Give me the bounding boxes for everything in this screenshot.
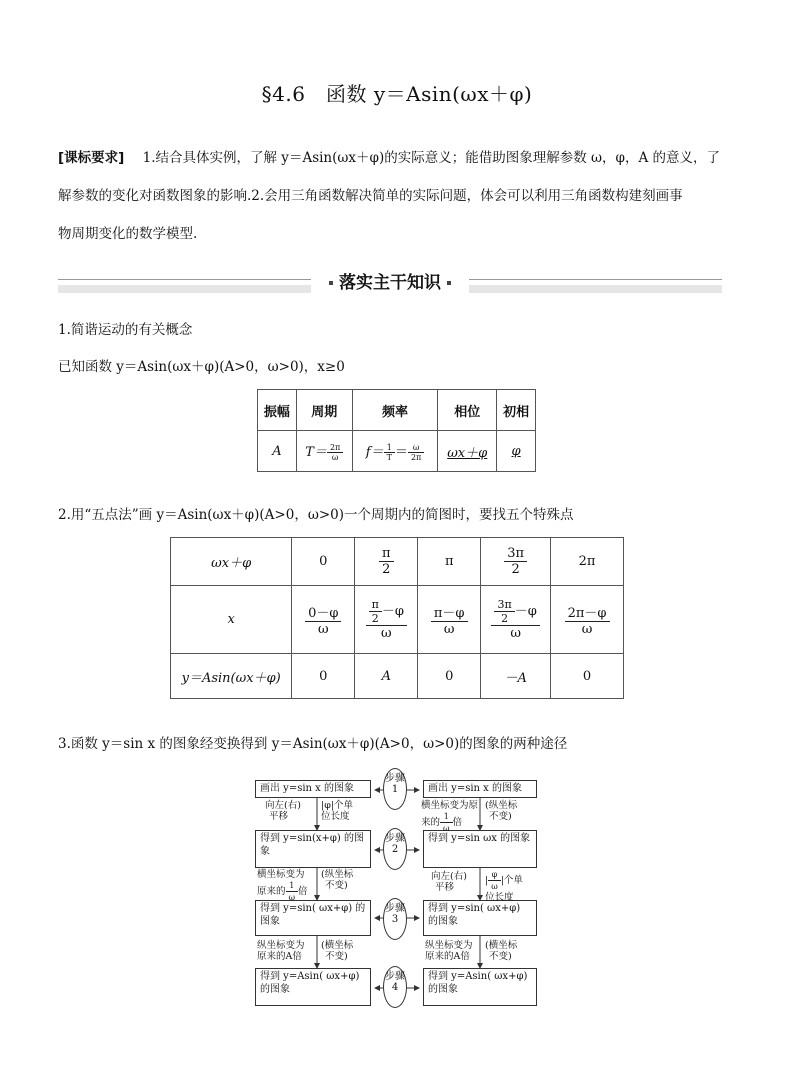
right-note-3a: 纵坐标变为 原来的A倍: [425, 940, 473, 962]
item2-heading: 2.用“五点法”画 y＝Asin(ωx＋φ)(A>0，ω>0)一个周期内的简图时，要找五个特殊点: [58, 507, 574, 523]
left-box-2: 得到 y=sin(x+φ) 的图象: [255, 830, 371, 868]
harmonic-concepts-table: [257, 389, 536, 472]
cell: 0: [551, 654, 624, 699]
cell: $\frac{2\pi-\varphi}{\omega}$: [565, 602, 610, 637]
requirements-line-3: 物周期变化的数学模型.: [58, 226, 198, 242]
cell: 0: [292, 538, 355, 586]
section-banner: [58, 266, 722, 296]
row-label: x: [227, 612, 235, 627]
transform-diagram: [255, 766, 545, 1011]
requirements-line-2: 解参数的变化对函数图象的影响.2.会用三角函数解决简单的实际问题，体会可以利用三角函数构建刻画事: [58, 188, 683, 204]
left-box-4: 得到 y=Asin( ωx+φ) 的图象: [255, 968, 371, 1006]
cell: 0: [418, 654, 481, 699]
step-2-badge: 步骤2: [383, 828, 407, 870]
right-note-1b: (纵坐标 不变): [485, 800, 518, 822]
requirements-line-1: 1.结合具体实例，了解 y＝Asin(ωx＋φ)的实际意义；能借助图象理解参数 ω，φ，A 的意义，了: [142, 150, 721, 166]
left-note-2b: (纵坐标 不变): [321, 869, 354, 891]
banner-dot-icon: [329, 281, 333, 285]
header-cell: 频率: [352, 390, 437, 431]
table-row: [258, 390, 536, 431]
left-note-1a: 向左(右) 平移: [265, 800, 301, 822]
amplitude-value: A: [272, 443, 282, 459]
right-note-2a: 向左(右) 平移: [431, 871, 467, 893]
left-box-3: 得到 y=sin( ωx+φ) 的图象: [255, 900, 371, 936]
cell: $\frac{3\pi}{2}$: [504, 546, 527, 577]
phase-value: ωx＋φ: [447, 445, 488, 461]
header-cell: 初相: [497, 390, 536, 431]
five-point-table: [170, 537, 624, 699]
table-row: [171, 538, 624, 586]
left-note-3a: 纵坐标变为 原来的A倍: [257, 940, 305, 962]
step-4-badge: 步骤4: [383, 966, 407, 1008]
section-banner-label: 落实主干知识: [339, 273, 441, 293]
cell: A: [381, 668, 391, 684]
right-box-3: 得到 y=sin( ωx+φ) 的图象: [423, 900, 537, 936]
step-1-badge: 步骤1: [383, 768, 407, 810]
header-cell: 振幅: [258, 390, 297, 431]
table-row: [171, 654, 624, 699]
cell: $\frac{\pi-\varphi}{\omega}$: [431, 602, 468, 637]
header-cell: 相位: [438, 390, 497, 431]
header-cell: 周期: [296, 390, 352, 431]
left-note-2a: 横坐标变为 原来的 $\frac{1}{\omega}$ 倍: [257, 869, 308, 902]
right-note-3b: (横坐标 不变): [485, 940, 518, 962]
cell: 0: [292, 654, 355, 699]
requirements-label: [课标要求]: [58, 150, 125, 166]
row-label: ωx＋φ: [211, 556, 252, 571]
right-box-2: 得到 y=sin ωx 的图象: [423, 830, 537, 868]
cell: π: [418, 538, 481, 586]
right-box-4: 得到 y=Asin( ωx+φ) 的图象: [423, 968, 537, 1006]
cell: $\frac{0-\varphi}{\omega}$: [305, 602, 341, 637]
cell: －A: [504, 670, 527, 686]
item1-heading: 1.简谐运动的有关概念: [58, 322, 193, 338]
right-note-1a: 横坐标变为原 来的 $\frac{1}{\omega}$ 倍: [421, 800, 479, 833]
left-note-1b: |φ|个单 位长度: [321, 800, 354, 822]
step-3-badge: 步骤3: [383, 898, 407, 940]
left-box-1: 画出 y=sin x 的图象: [255, 780, 371, 798]
table-row: [171, 586, 624, 654]
cell: $\frac{3\pi}{2}$ －φ ω: [491, 598, 539, 641]
left-note-3b: (横坐标 不变): [321, 940, 354, 962]
right-note-2b: | $\frac{\varphi}{\omega}$ |个单 位长度: [485, 870, 523, 903]
frequency-value: f＝ $\frac{1}{T}$ ＝ $\frac{\omega}{2\pi}$: [352, 431, 437, 472]
item1-given: 已知函数 y＝Asin(ωx＋φ)(A>0，ω>0)，x≥0: [58, 359, 345, 375]
right-box-1: 画出 y=sin x 的图象: [423, 780, 537, 798]
cell: 2π: [551, 538, 624, 586]
course-requirements: [58, 146, 738, 246]
cell: $\frac{\pi}{2}$: [379, 546, 394, 577]
initial-phase-value: φ: [511, 443, 521, 459]
row-label: y＝Asin(ωx＋φ): [181, 670, 281, 686]
banner-dot-icon: [447, 281, 451, 285]
table-row: [258, 431, 536, 472]
page-title: §4.6 函数 y＝Asin(ωx＋φ): [261, 82, 533, 106]
item3-heading: 3.函数 y＝sin x 的图象经变换得到 y＝Asin(ωx＋φ)(A>0，ω>0)的图象的两种途径: [58, 736, 568, 752]
cell: $\frac{\pi}{2}$ －φ ω: [366, 598, 407, 641]
period-value: T＝ $\frac{2\pi}{\omega}$: [296, 431, 352, 472]
